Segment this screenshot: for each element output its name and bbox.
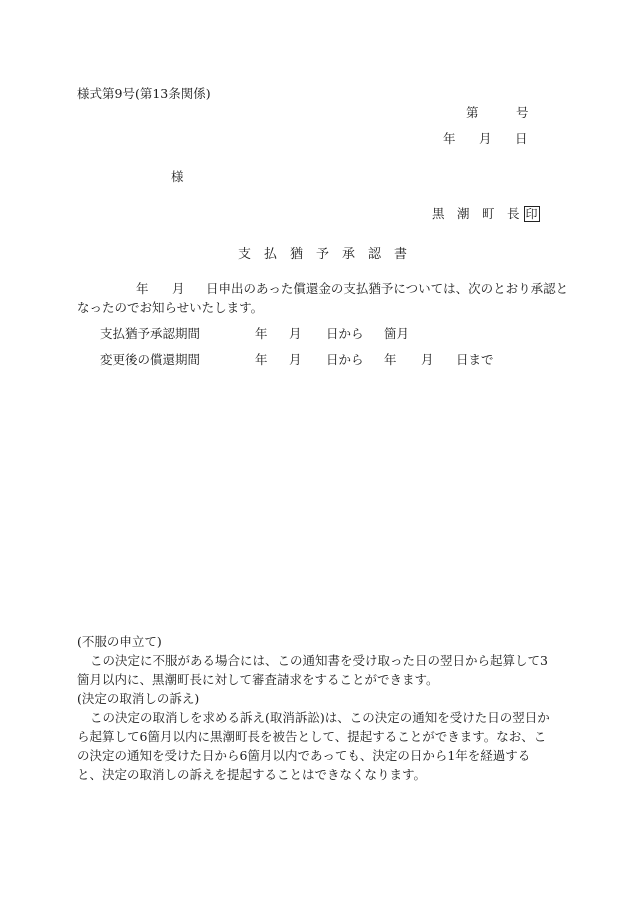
issuer-name: 黒 潮 町 長 bbox=[432, 206, 520, 221]
lawsuit-text: この決定の取消しを求める訴え(取消訴訟)は、この決定の通知を受けた日の翌日から起算して6箇月以内に黒潮町長を被告として、提起することができます。なお、この決定の通知を受けた日から6箇月以内であっても、決定の日から1年を経過すると、決定の取消しの訴えを提起することはできなくなります。 bbox=[77, 710, 550, 782]
repayment-month-2: 月 bbox=[421, 352, 434, 367]
lawsuit-heading: (決定の取消しの訴え) bbox=[77, 691, 200, 706]
repayment-until: 日まで bbox=[456, 352, 494, 367]
repayment-year: 年 bbox=[255, 352, 268, 367]
document-number-suffix: 号 bbox=[516, 105, 529, 120]
body-line-1: 日申出のあった償還金の支払猶予については、次のとおり承認と bbox=[206, 281, 569, 296]
objection-text: この決定に不服がある場合には、この通知書を受け取った日の翌日から起算して3箇月以内に、黒潮町長に対して審査請求をすることができます。 bbox=[77, 653, 548, 687]
date-month-label: 月 bbox=[479, 131, 492, 146]
body-year-label: 年 bbox=[136, 281, 149, 296]
repayment-year-2: 年 bbox=[384, 352, 397, 367]
date-year-label: 年 bbox=[443, 131, 456, 146]
deferral-month: 月 bbox=[289, 326, 302, 341]
deferral-period-label: 支払猶予承認期間 bbox=[100, 326, 201, 341]
date-day-label: 日 bbox=[515, 131, 528, 146]
form-label: 様式第9号(第13条関係) bbox=[77, 86, 211, 101]
deferral-from: 日から bbox=[326, 326, 364, 341]
deferral-year: 年 bbox=[255, 326, 268, 341]
repayment-from: 日から bbox=[326, 352, 364, 367]
body-month-label: 月 bbox=[172, 281, 185, 296]
issuer-block bbox=[432, 204, 540, 222]
addressee-suffix: 様 bbox=[171, 169, 184, 184]
deferral-months: 箇月 bbox=[384, 326, 410, 341]
document-number-prefix: 第 bbox=[466, 105, 479, 120]
document-title: 支 払 猶 予 承 認 書 bbox=[238, 247, 408, 262]
objection-heading: (不服の申立て) bbox=[77, 634, 162, 649]
seal-mark: 印 bbox=[525, 207, 538, 221]
repayment-period-label: 変更後の償還期間 bbox=[100, 352, 201, 367]
repayment-month: 月 bbox=[289, 352, 302, 367]
body-line-2: なったのでお知らせいたします。 bbox=[77, 300, 264, 315]
